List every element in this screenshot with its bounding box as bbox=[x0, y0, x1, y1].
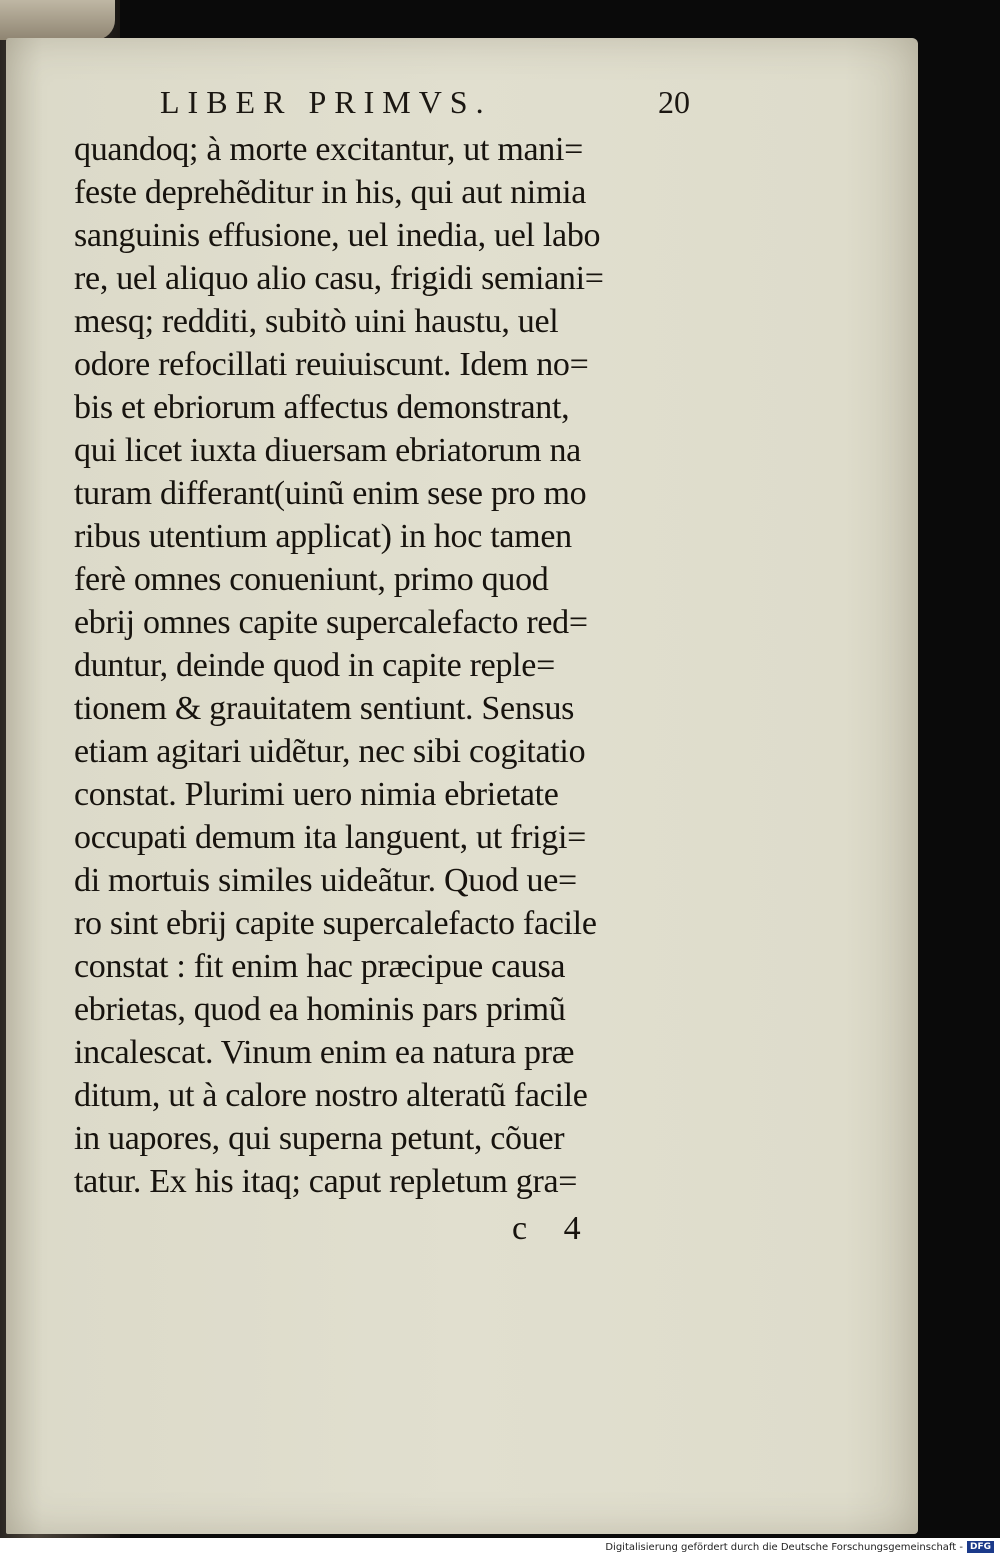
text-line: duntur, deinde quod in capite reple= bbox=[74, 647, 555, 684]
text-line: ditum, ut à calore nostro alteratũ facile bbox=[74, 1077, 588, 1114]
text-line: tatur. Ex his itaq; caput repletum gra= bbox=[74, 1163, 578, 1200]
text-line: constat : fit enim hac præcipue causa bbox=[74, 948, 566, 985]
text-line: in uapores, qui superna petunt, cõuer bbox=[74, 1120, 565, 1157]
text-line: di mortuis similes uideãtur. Quod ue= bbox=[74, 862, 577, 899]
text-line: odore refocillati reuiuiscunt. Idem no= bbox=[74, 346, 589, 383]
previous-page-corner bbox=[0, 0, 115, 40]
text-line: mesq; redditi, subitò uini haustu, uel bbox=[74, 303, 559, 340]
page-number: 20 bbox=[658, 84, 690, 120]
text-line: feste deprehẽditur in his, qui aut nimia bbox=[74, 174, 587, 211]
text-line: ebrij omnes capite supercalefacto red= bbox=[74, 604, 588, 641]
text-line: occupati demum ita languent, ut frigi= bbox=[74, 819, 586, 856]
running-head bbox=[160, 84, 690, 124]
text-block bbox=[74, 128, 684, 1203]
signature-mark: c 4 bbox=[512, 1210, 595, 1247]
funding-credit: Digitalisierung gefördert durch die Deutsche Forschungsgemeinschaft - bbox=[605, 1541, 963, 1553]
text-line: ebrietas, quod ea hominis pars primũ bbox=[74, 991, 566, 1028]
text-line: etiam agitari uidẽtur, nec sibi cogitatio bbox=[74, 733, 586, 770]
text-line: ferè omnes conueniunt, primo quod bbox=[74, 561, 549, 598]
footer-bar bbox=[0, 1538, 1000, 1556]
text-line: bis et ebriorum affectus demonstrant, bbox=[74, 389, 570, 426]
running-title: LIBER PRIMVS. bbox=[160, 84, 492, 120]
text-line: ribus utentium applicat) in hoc tamen bbox=[74, 518, 572, 555]
text-line: ro sint ebrij capite supercalefacto facile bbox=[74, 905, 597, 942]
text-line: incalescat. Vinum enim ea natura præ bbox=[74, 1034, 575, 1071]
text-line: quandoq; à morte excitantur, ut mani= bbox=[74, 131, 584, 168]
text-line: re, uel aliquo alio casu, frigidi semiani= bbox=[74, 260, 604, 297]
dfg-logo: DFG bbox=[967, 1541, 994, 1553]
text-line: turam differant(uinũ enim sese pro mo bbox=[74, 475, 587, 512]
text-line: constat. Plurimi uero nimia ebrietate bbox=[74, 776, 559, 813]
text-line: tionem & grauitatem sentiunt. Sensus bbox=[74, 690, 575, 727]
text-line: sanguinis effusione, uel inedia, uel labo bbox=[74, 217, 601, 254]
text-line: qui licet iuxta diuersam ebriatorum na bbox=[74, 432, 581, 469]
